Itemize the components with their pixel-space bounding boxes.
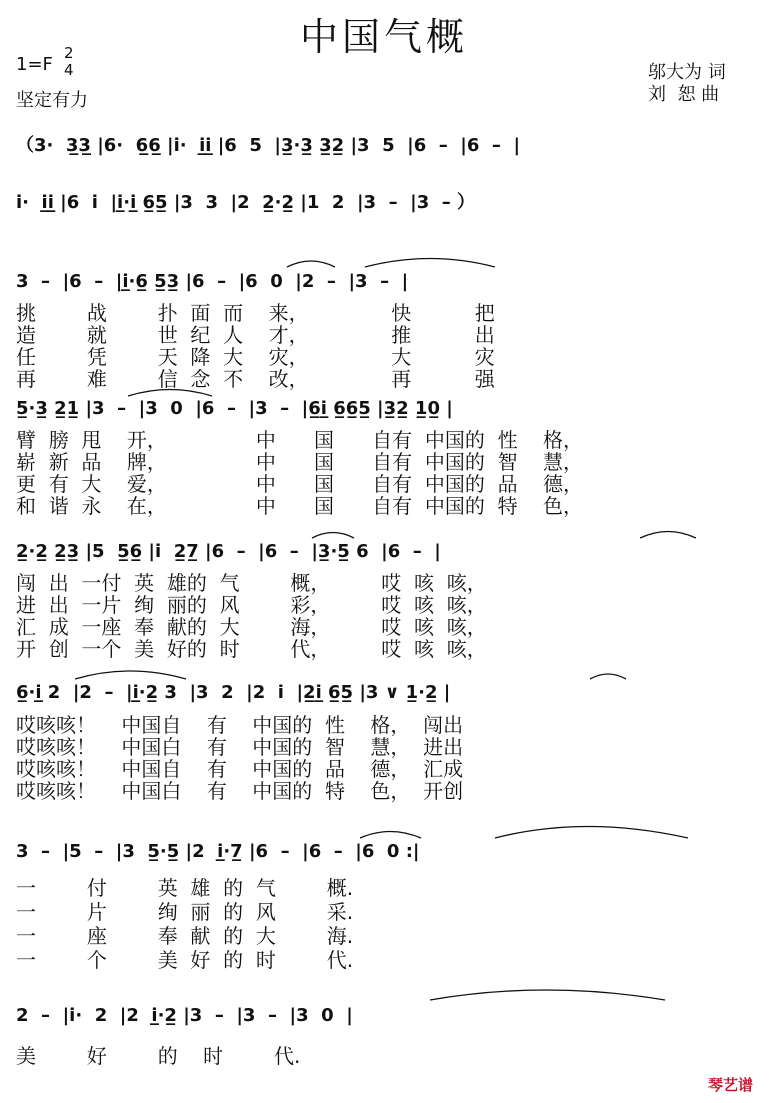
notation-line-1: （3· 3̲3̲ |6· 6̲6̲ |i· i̲i̲ |6 5 |3̲·3̲ 3̲2̲ |3 5 |6 – |6 – | [16,135,521,156]
lyricist-credit: 邬大为 词 [648,62,726,83]
lyrics-line-7-verse-1: 一 付 英 雄 的 气 概. [16,876,354,900]
lyrics-line-4-verse-3: 更 有 大 爱， 中 国 自有 中国的 品 德， [16,472,584,496]
time-signature-top: 2 [64,44,74,62]
watermark-logo: 琴艺谱 [708,1076,754,1094]
slur-line-3b [365,259,495,268]
lyrics-line-5-verse-3: 汇 成 一座 奉 献的 大 海， 哎 咳 咳， [16,615,487,639]
lyrics-line-5-verse-1: 闯 出 一付 英 雄的 气 概， 哎 咳 咳， [16,571,487,595]
slur-line-5b [640,532,696,539]
lyrics-line-5-verse-2: 进 出 一片 绚 丽的 风 彩， 哎 咳 咳， [16,593,487,617]
lyrics-line-6-verse-1: 哎咳咳！ 中国自 有 中国的 性 格， 闯出 [16,713,464,737]
notation-line-5: 2̲·2̲ 2̲3̲ |5 5̲6̲ |i 2̲7̲ |6 – |6 – |3̲·5̲ 6 |6 – | [16,541,441,562]
key-signature: 1=F [16,54,53,75]
lyrics-line-3-verse-3: 任 凭 天 降 大 灾， 大 灾 [16,345,495,369]
notation-line-7: 3 – |5 – |3 5̲·5̲ |2 i̲·7̲ |6 – |6 – |6 0 :| [16,841,420,862]
notation-line-6: 6̲·i̲ 2 |2 – |i̲·2̲ 3 |3 2 |2 i |2̲i̲ 6̲5̲ |3 ∨ 1̲·2̲ | [16,682,451,703]
slur-line-7b [495,827,688,839]
lyrics-line-7-verse-3: 一 座 奉 献 的 大 海. [16,924,354,948]
lyrics-line-4-verse-1: 臂 膀 甩 开， 中 国 自有 中国的 性 格， [16,428,584,452]
lyrics-line-6-verse-4: 哎咳咳！ 中国白 有 中国的 特 色， 开创 [16,779,464,803]
lyrics-line-4-verse-4: 和 谐 永 在， 中 国 自有 中国的 特 色， [16,494,584,518]
slur-line-4 [128,390,212,397]
lyrics-line-6-verse-3: 哎咳咳！ 中国自 有 中国的 品 德， 汇成 [16,757,464,781]
notation-line-2: i· i̲i̲ |6 i |i̲·i̲ 6̲5̲ |3 3 |2 2̲·2̲ |1 2 |3 – |3 – ） [16,192,476,213]
slur-line-8 [430,990,665,1000]
slur-line-6a [75,671,186,679]
lyrics-line-6-verse-2: 哎咳咳！ 中国白 有 中国的 智 慧， 进出 [16,735,464,759]
song-title: 中国气概 [300,15,469,59]
lyrics-line-3-verse-1: 挑 战 扑 面 而 来， 快 把 [16,301,495,325]
slur-line-7a [360,832,421,839]
composer-credit: 刘 恕 曲 [648,84,720,105]
lyrics-line-5-verse-4: 开 创 一个 美 好的 时 代， 哎 咳 咳， [16,637,487,661]
slur-line-5a [312,533,354,539]
lyrics-line-7-verse-2: 一 片 绚 丽 的 风 采. [16,900,354,924]
notation-line-8: 2 – |i· 2 |2 i̲·2̲ |3 – |3 – |3 0 | [16,1005,353,1026]
notation-line-4: 5̲·3̲ 2̲1̲ |3 – |3 0 |6 – |3 – |6̲i̲ 6̲6̲5̲ |3̲2̲ 1̲0̲ | [16,398,453,419]
lyrics-line-4-verse-2: 崭 新 品 牌， 中 国 自有 中国的 智 慧， [16,450,584,474]
slur-line-3a [287,261,335,267]
tempo-marking: 坚定有力 [16,90,88,111]
time-signature-bottom: 4 [64,61,74,79]
lyrics-line-7-verse-4: 一 个 美 好 的 时 代. [16,948,354,972]
lyrics-line-3-verse-4: 再 难 信 念 不 改， 再 强 [16,367,495,391]
lyrics-line-3-verse-2: 造 就 世 纪 人 才， 推 出 [16,323,495,347]
lyrics-line-8: 美 好 的 时 代. [16,1044,301,1068]
notation-line-3: 3 – |6 – |i̲·6̲ 5̲3̲ |6 – |6 0 |2 – |3 – | [16,271,409,292]
slur-line-6b [590,674,626,679]
